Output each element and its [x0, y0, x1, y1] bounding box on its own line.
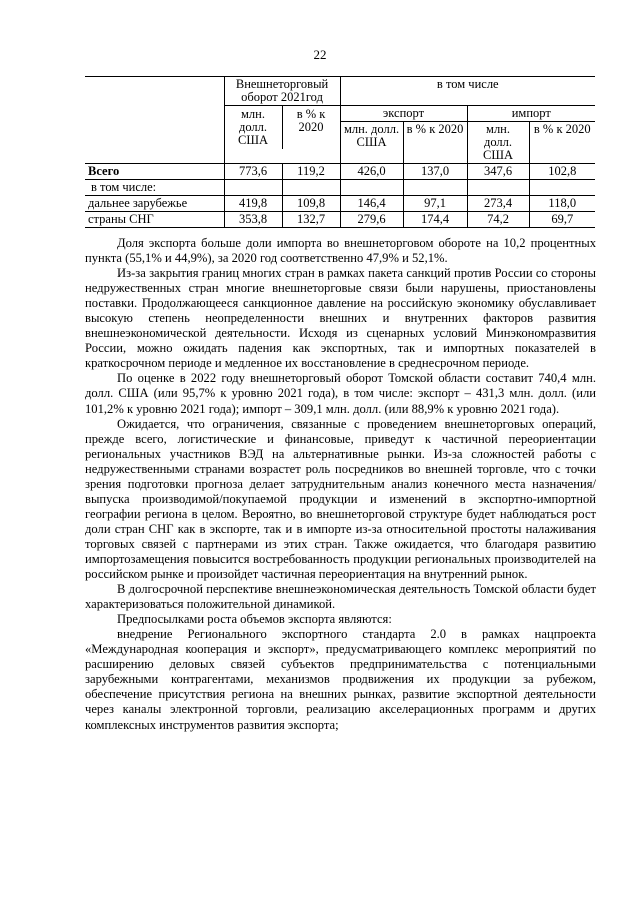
cell-value: 347,6	[467, 164, 529, 180]
cell-value	[403, 180, 467, 196]
cell-value: 426,0	[340, 164, 403, 180]
paragraph: внедрение Регионального экспортного стандарта 2.0 в рамках нацпроекта «Международная кооперация и экспорт», предусматривающего комплекс мероприятий по расширению деловых связей субъектов предпринимательства с потенциальными зарубежными контрагентами, механизмов продвижения их продукции за рубежом, обеспечение присутствия региона на внешних рынках, развитие экспортной деятельности через каналы электронной торговли, реализацию акселерационных программ и других комплексных инструментов развития экспорта;	[85, 627, 596, 732]
cell-value: 419,8	[224, 196, 282, 212]
cell-value	[282, 180, 340, 196]
page-number: 22	[313, 47, 327, 62]
unit-mln: млн. долл. США	[467, 122, 529, 164]
unit-mln: млн. долл. США	[340, 122, 403, 164]
trade-table	[85, 76, 595, 228]
unit-mln: млн. долл. США	[238, 107, 268, 147]
row-label: дальнее зарубежье	[85, 196, 224, 212]
cell-value: 74,2	[467, 212, 529, 228]
cell-value: 773,6	[224, 164, 282, 180]
cell-value: 118,0	[529, 196, 595, 212]
header-export: экспорт	[340, 106, 467, 122]
unit-pct: в % к 2020	[529, 122, 595, 164]
paragraph: Доля экспорта больше доли импорта во внешнеторговом обороте на 10,2 процентных пункта (55,1% и 44,9%), за 2020 год соответственно 47,9% и 52,1%.	[85, 236, 596, 266]
table-corner-cell	[85, 77, 224, 164]
cell-value: 353,8	[224, 212, 282, 228]
unit-pct: в % к 2020	[282, 106, 340, 149]
cell-value	[467, 180, 529, 196]
cell-value: 119,2	[282, 164, 340, 180]
cell-value: 174,4	[403, 212, 467, 228]
cell-value	[340, 180, 403, 196]
row-label: Всего	[85, 164, 224, 180]
cell-value: 102,8	[529, 164, 595, 180]
cell-value: 146,4	[340, 196, 403, 212]
table-row	[85, 212, 595, 228]
table-header-row-1	[85, 77, 595, 106]
table-row	[85, 164, 595, 180]
row-label: в том числе:	[85, 180, 224, 196]
paragraph: По оценке в 2022 году внешнеторговый оборот Томской области составит 740,4 млн. долл. США (или 95,7% к уровню 2021 года), в том числе: экспорт – 431,3 млн. долл. (или 101,2% к уровню 2021 года); импорт – 309,1 млн. долл. (или 88,9% к уровню 2021 года).	[85, 371, 596, 416]
unit-pct: в % к 2020	[403, 122, 467, 164]
paragraph: Ожидается, что ограничения, связанные с проведением внешнеторговых операций, прежде всего, логистические и финансовые, приведут к частичной переориентации региональных участников ВЭД на альтернативные рынки. Из-за сложностей работы с недружественными странами возрастет роль посредников во внешней торговле, что с точки зрения подготовки прогноза делает затруднительным анализ конечного места назначения/выпуска производимой/покупаемой продукции и изменений в экспортно-импортной географии региона в целом. Вероятно, во внешнеторговой структуре будет наблюдаться рост доли стран СНГ как в экспорте, так и в импорте из-за относительной простоты налаживания торговых связей с партнерами из этих стран. Также ожидается, что благодаря развитию импортозамещения повысится востребованность продукции региональных производителей на российском рынке и произойдет частичная переориентация на внутренний рынок.	[85, 416, 596, 582]
header-import: импорт	[467, 106, 595, 122]
body-text	[85, 236, 596, 733]
header-including: в том числе	[340, 77, 595, 106]
cell-value: 109,8	[282, 196, 340, 212]
cell-value: 279,6	[340, 212, 403, 228]
paragraph: Предпосылками роста объемов экспорта являются:	[117, 612, 392, 627]
cell-value	[224, 180, 282, 196]
cell-value: 97,1	[403, 196, 467, 212]
header-turnover: Внешнеторговый оборот 2021год	[224, 77, 340, 106]
cell-value: 69,7	[529, 212, 595, 228]
cell-value: 132,7	[282, 212, 340, 228]
cell-value: 137,0	[403, 164, 467, 180]
paragraph: В долгосрочной перспективе внешнеэкономическая деятельность Томской области будет характеризоваться положительной динамикой.	[85, 582, 596, 612]
turnover-units-cell	[224, 106, 340, 164]
table-row	[85, 196, 595, 212]
cell-value: 273,4	[467, 196, 529, 212]
table-row	[85, 180, 595, 196]
paragraph: Из-за закрытия границ многих стран в рамках пакета санкций против России со стороны недружественных стран многие внешнеторговые связи были нарушены, приостановлены поставки. Продолжающееся санкционное давление на российскую экономику обуславливает высокую степень неопределенности внешних и внутренних факторов развития внешнеэкономической деятельности. Исходя из сценарных условий Минэкономразвития России, можно ожидать падения как экспортных, так и импортных показателей в краткосрочном периоде и медленное их восстановление в среднесрочном периоде.	[85, 266, 596, 371]
cell-value	[529, 180, 595, 196]
row-label: страны СНГ	[85, 212, 224, 228]
